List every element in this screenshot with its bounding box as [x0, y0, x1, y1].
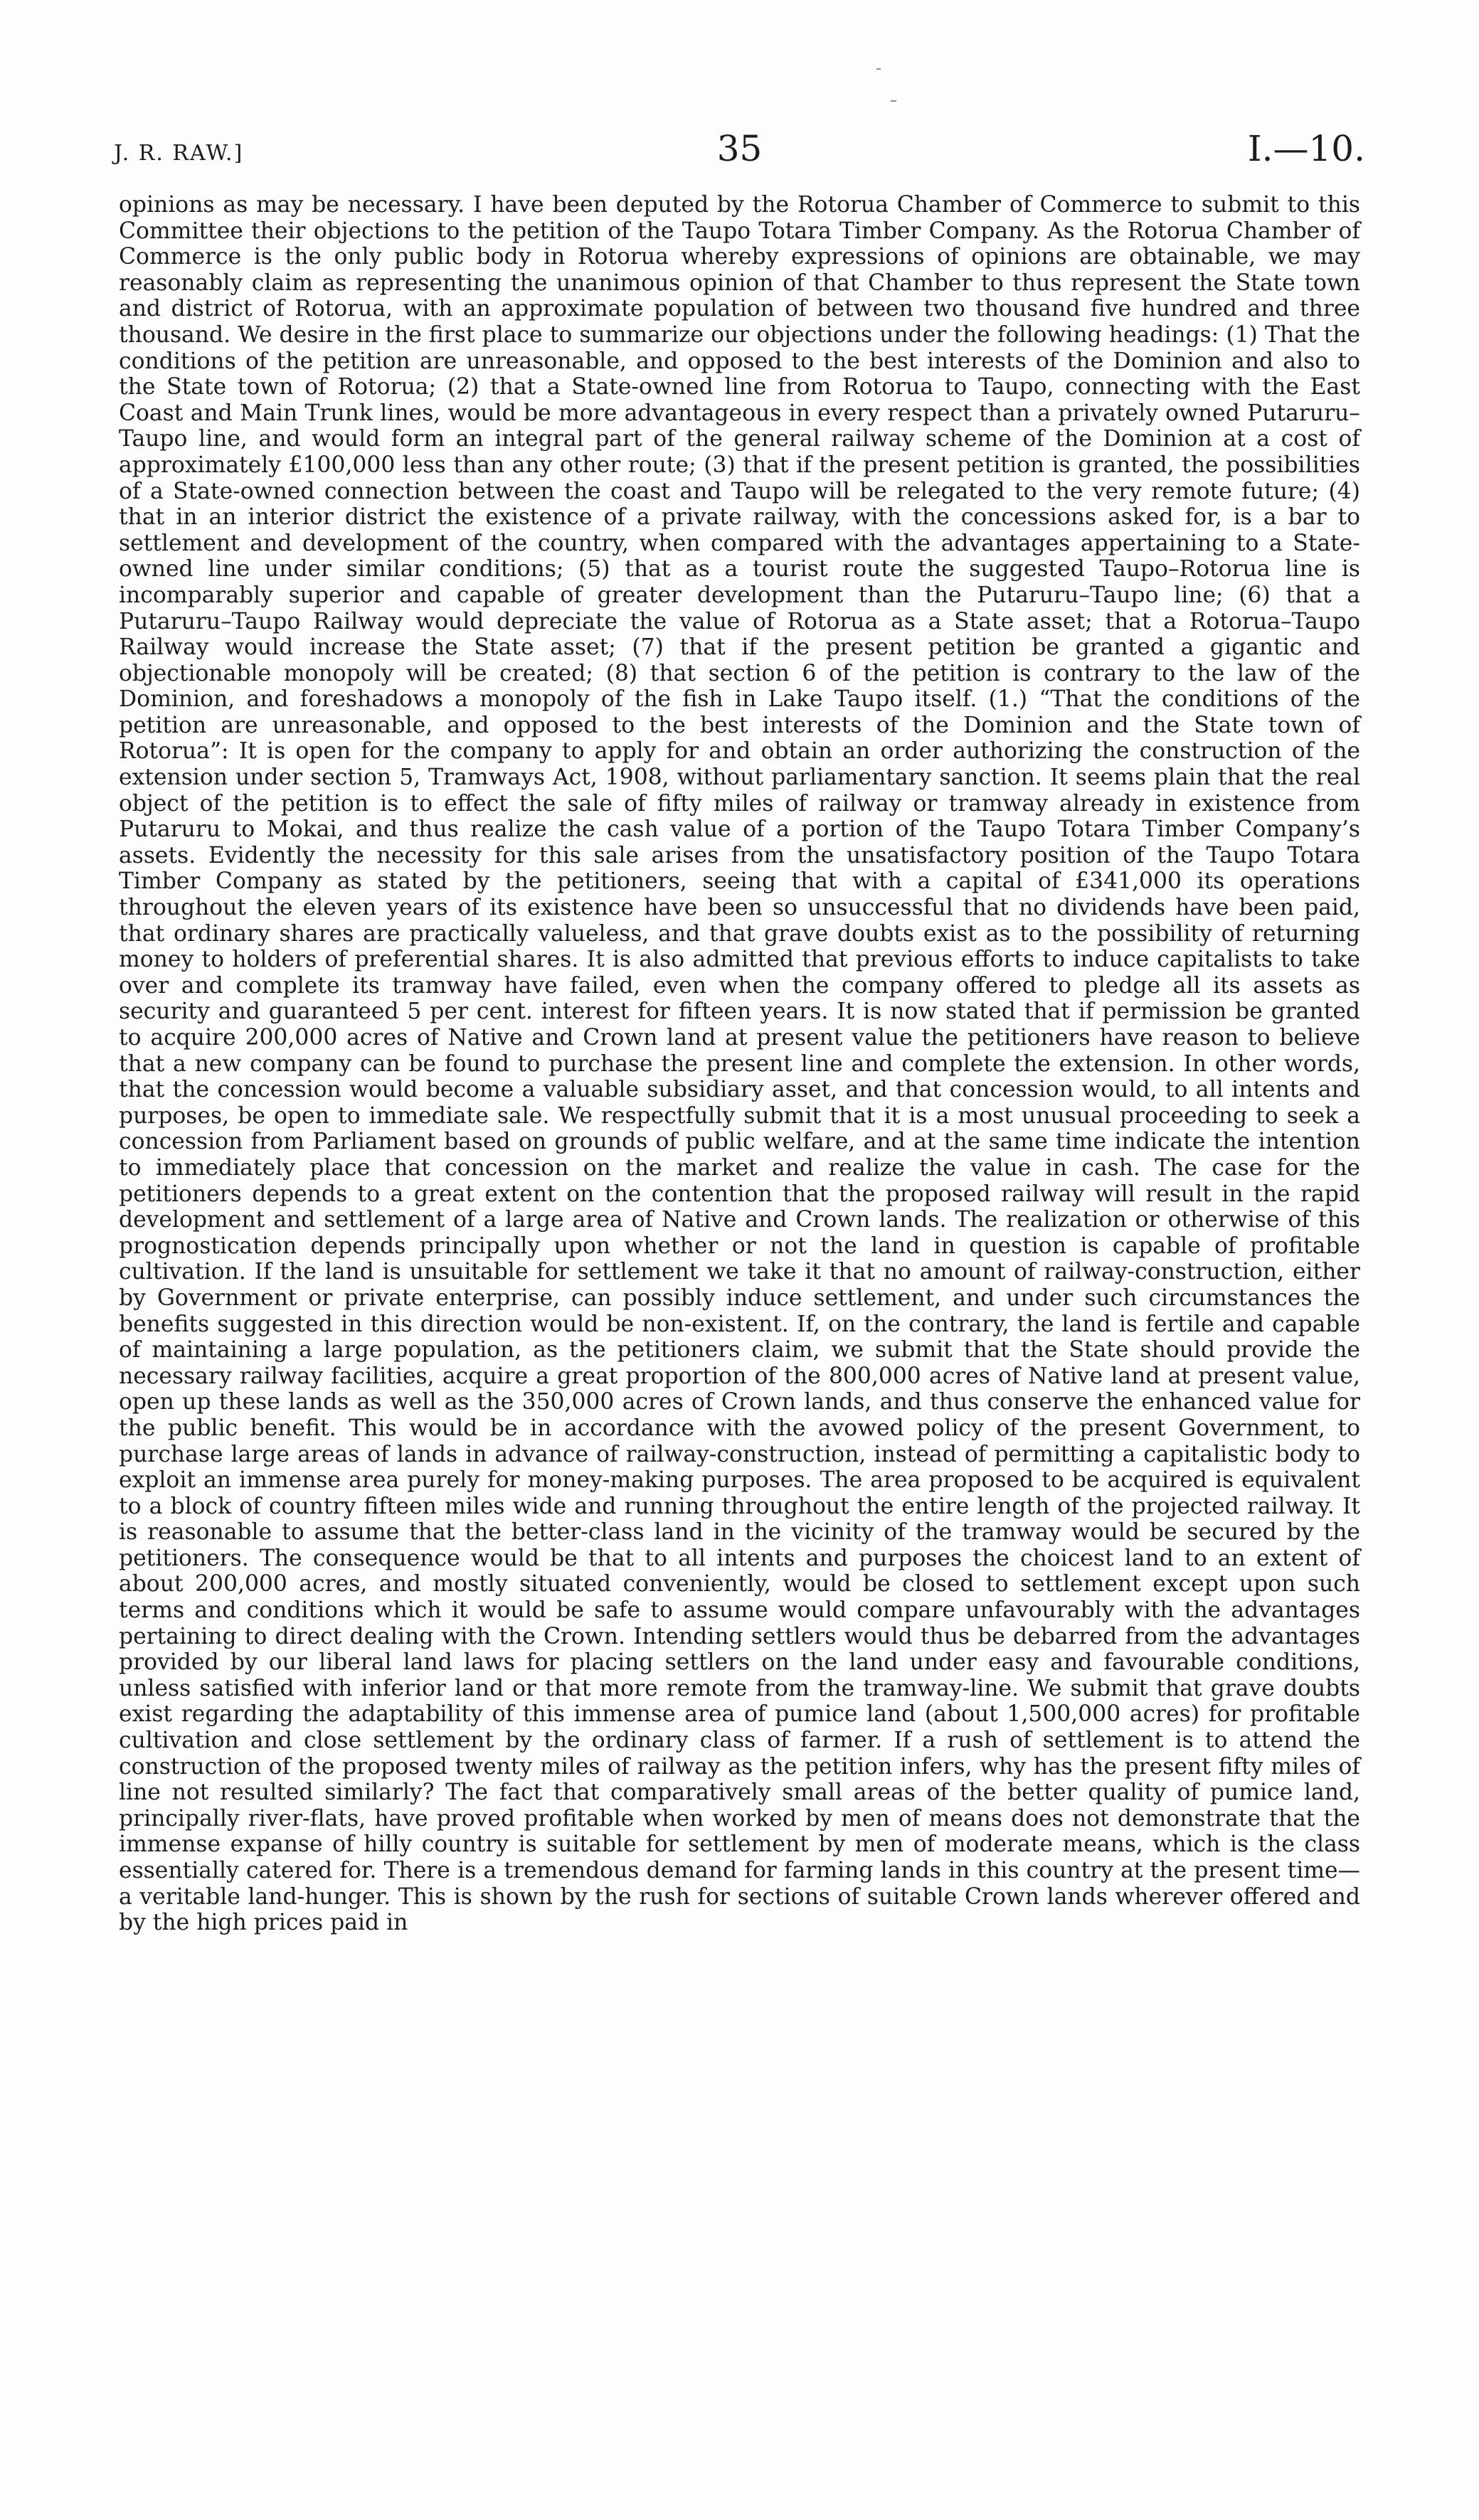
body-text: [119, 192, 1360, 1936]
body-paragraph: opinions as may be necessary. I have been deputed by the Rotorua Chamber of Commerce to submit to this Committee their objections to the petition of the Taupo Totara Timber Company. As the Rotorua Chamber of Commerce is the only public body in Rotorua whereby expressions of opinions are obtainable, we may reasonably claim as representing the unanimous opinion of that Chamber to thus represent the State town and district of Rotorua, with an approximate population of between two thousand five hundred and three thousand. We desire in the first place to summarize our objections under the following headings: (1) That the conditions of the petition are unreasonable, and opposed to the best interests of the Dominion and also to the State town of Rotorua; (2) that a State-owned line from Rotorua to Taupo, connecting with the East Coast and Main Trunk lines, would be more advantageous in every respect than a privately owned Putaruru–Taupo line, and would form an integral part of the general railway scheme of the Dominion at a cost of approximately £100,000 less than any other route; (3) that if the present petition is granted, the possibilities of a State-owned connection between the coast and Taupo will be relegated to the very remote future; (4) that in an interior district the existence of a private railway, with the concessions asked for, is a bar to settlement and development of the country, when compared with the advantages appertaining to a State-owned line under similar conditions; (5) that as a tourist route the suggested Taupo–Rotorua line is incomparably superior and capable of greater development than the Putaruru–Taupo line; (6) that a Putaruru–Taupo Railway would depreciate the value of Rotorua as a State asset; that a Rotorua–Taupo Railway would increase the State asset; (7) that if the present petition be granted a gigantic and objectionable monopoly will be created; (8) that section 6 of the petition is contrary to the law of the Dominion, and foreshadows a monopoly of the fish in Lake Taupo itself. (1.) “That the conditions of the petition are unreasonable, and opposed to the best interests of the Dominion and the State town of Rotorua”: It is open for the company to apply for and obtain an order authorizing the construction of the extension under section 5, Tramways Act, 1908, without parliamentary sanction. It seems plain that the real object of the petition is to effect the sale of fifty miles of railway or tramway already in existence from Putaruru to Mokai, and thus realize the cash value of a portion of the Taupo Totara Timber Company’s assets. Evidently the necessity for this sale arises from the unsatisfactory position of the Taupo Totara Timber Company as stated by the petitioners, seeing that with a capital of £341,000 its operations throughout the eleven years of its existence have been so unsuccessful that no dividends have been paid, that ordinary shares are practically valueless, and that grave doubts exist as to the possibility of returning money to holders of preferential shares. It is also admitted that previous efforts to induce capitalists to take over and complete its tramway have failed, even when the company offered to pledge all its assets as security and guaranteed 5 per cent. interest for fifteen years. It is now stated that if permission be granted to acquire 200,000 acres of Native and Crown land at present value the petitioners have reason to believe that a new company can be found to purchase the present line and complete the extension. In other words, that the concession would become a valuable subsidiary asset, and that concession would, to all intents and purposes, be open to immediate sale. We respectfully submit that it is a most unusual proceeding to seek a concession from Parliament based on grounds of public welfare, and at the same time indicate the intention to immediately place that concession on the market and realize the value in cash. The case for the petitioners depends to a great extent on the contention that the proposed railway will result in the rapid development and settlement of a large area of Native and Crown lands. The realization or otherwise of this prognostication depends principally upon whether or not the land in question is capable of profitable cultivation. If the land is unsuitable for settlement we take it that no amount of railway-construction, either by Government or private enterprise, can possibly induce settlement, and under such circumstances the benefits suggested in this direction would be non-existent. If, on the contrary, the land is fertile and capable of maintaining a large population, as the petitioners claim, we submit that the State should provide the necessary railway facilities, acquire a great proportion of the 800,000 acres of Native land at present value, open up these lands as well as the 350,000 acres of Crown lands, and thus conserve the enhanced value for the public benefit. This would be in accordance with the avowed policy of the present Government, to purchase large areas of lands in advance of railway-construction, instead of permitting a capitalistic body to exploit an immense area purely for money-making purposes. The area proposed to be acquired is equivalent to a block of country fifteen miles wide and running throughout the entire length of the projected railway. It is reasonable to assume that the better-class land in the vicinity of the tramway would be secured by the petitioners. The consequence would be that to all intents and purposes the choicest land to an extent of about 200,000 acres, and mostly situated conveniently, would be closed to settlement except upon such terms and conditions which it would be safe to assume would compare unfavourably with the advantages pertaining to direct dealing with the Crown. Intending settlers would thus be debarred from the advantages provided by our liberal land laws for placing settlers on the land under easy and favourable conditions, unless satisfied with inferior land or that more remote from the tramway-line. We submit that grave doubts exist regarding the adaptability of this immense area of pumice land (about 1,500,000 acres) for profitable cultivation and close settlement by the ordinary class of farmer. If a rush of settlement is to attend the construction of the proposed twenty miles of railway as the petition infers, why has the present fifty miles of line not resulted similarly? The fact that comparatively small areas of the better quality of pumice land, principally river-flats, have proved profitable when worked by men of means does not demonstrate that the immense expanse of hilly country is suitable for settlement by men of moderate means, which is the class essentially catered for. There is a tremendous demand for farming lands in this country at the present time—a veritable land-hunger. This is shown by the rush for sections of suitable Crown lands wherever offered and by the high prices paid in: [119, 192, 1360, 1936]
document-reference: I.—10.: [1247, 128, 1365, 169]
header-witness-name: J. R. RAW.]: [114, 141, 244, 166]
scan-speck: [876, 68, 881, 70]
page-number: 35: [716, 128, 763, 169]
scan-speck: [891, 100, 896, 102]
page-header: [114, 128, 1365, 171]
